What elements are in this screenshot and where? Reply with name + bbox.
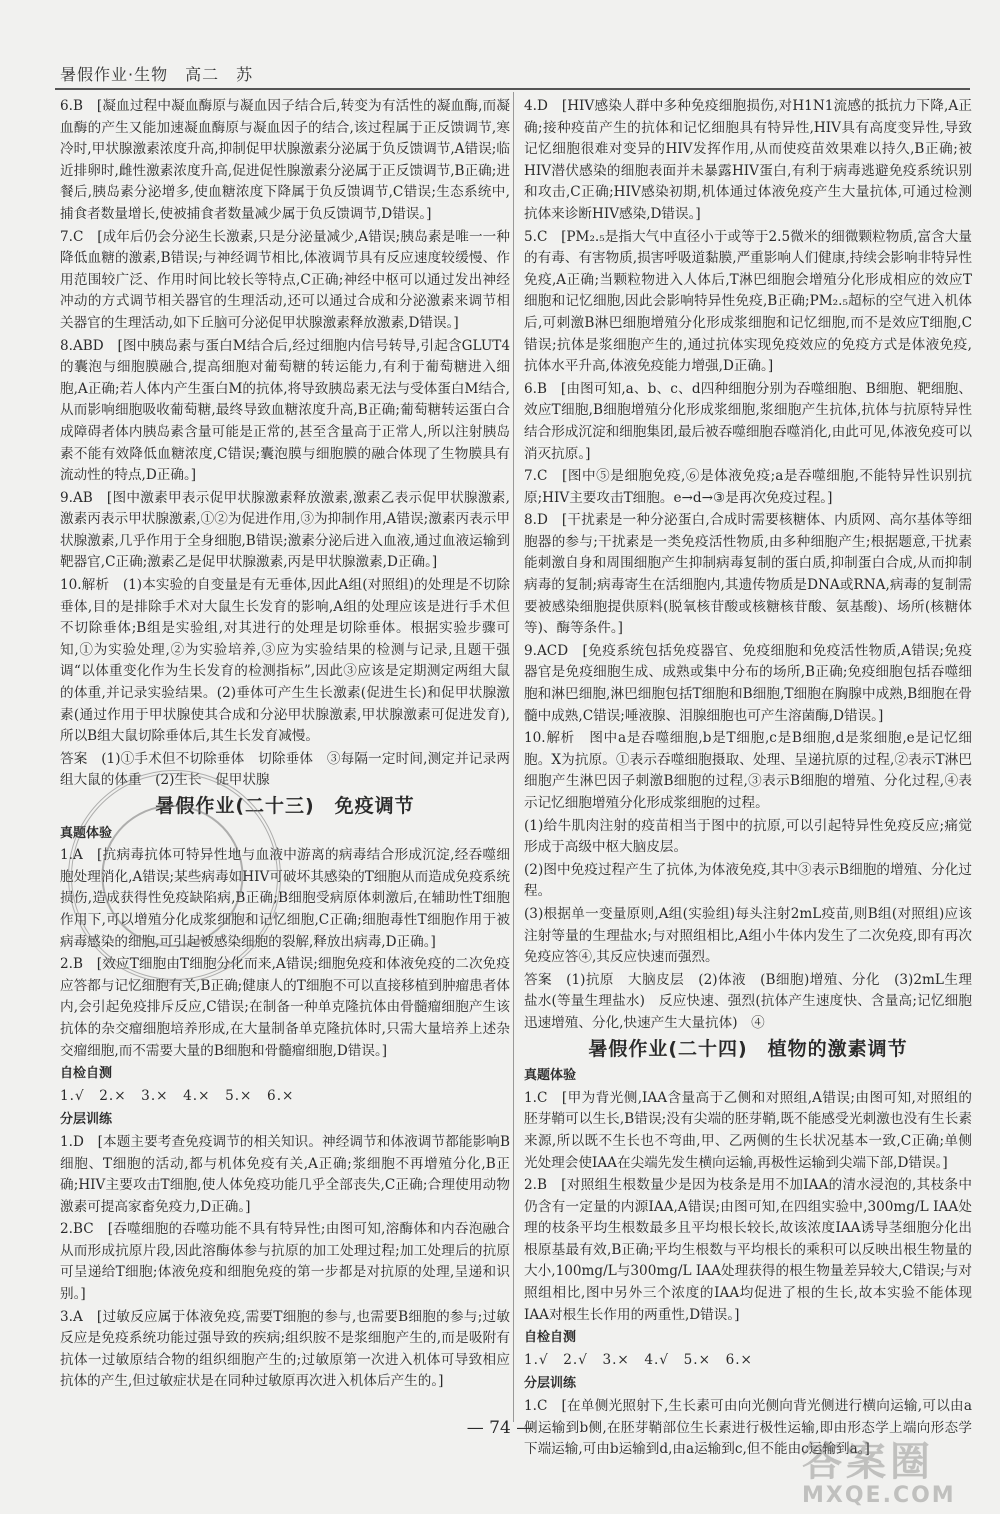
watermark-main-text: 答案圈 — [802, 1439, 934, 1485]
answer-item: 9.ACD [免疫系统包括免疫器官、免疫细胞和免疫活性物质,A错误;免疫器官是免疫细胞生成、成熟或集中分布的场所,B正确;免疫细胞包括吞噬细胞和淋巴细胞,淋巴细胞包括T细胞和B细胞,T细胞在胸腺中成熟,B细胞在骨髓中成熟,C错误;唾液腺、泪腺细胞也可产生溶菌酶,D错误。] — [524, 642, 972, 724]
watermark-sub-text: MXQE.COM — [802, 1483, 956, 1508]
watermark-logo — [802, 1430, 972, 1508]
answer-item: 6.B [凝血过程中凝血酶原与凝血因子结合后,转变为有活性的凝血酶,而凝血酶的产生又能加速凝血酶原与凝血因子的结合,该过程属于正反馈调节,寒冷时,甲状腺激素浓度升高,抑制促甲状腺激素分泌属于负反馈调节,A错误;临近排卵时,雌性激素浓度升高,促进促性腺激素分泌属于正反馈调节,B正确;进餐后,胰岛素分泌增多,使血糖浓度下降属于负反馈调节,C错误;生态系统中,捕食者数量增长,使被捕食者数量减少属于负反馈调节,D错误。] — [60, 98, 510, 222]
column-divider — [513, 92, 514, 1422]
answer-item: 1.A [抗病毒抗体可特异性地与血液中游离的病毒结合形成沉淀,经吞噬细胞处理消化,A错误;某些病毒如HIV可破坏其感染的T细胞从而造成免疫系统损伤,造成获得性免疫缺陷病,B正确;B细胞受病原体刺激后,在辅助性T细胞作用下,可以增殖分化成浆细胞和记忆细胞,C正确;细胞毒性T细胞作用于被病毒感染的细胞,可引起被感染细胞的裂解,释放出病毒,D正确。] — [60, 847, 510, 950]
answer-summary: 答案 (1)①手术但不切除垂体 切除垂体 ③每隔一定时间,测定并记录两组大鼠的体重 (2)生长 促甲状腺 — [60, 750, 510, 789]
answer-item: 2.BC [吞噬细胞的吞噬功能不具有特异性;由图可知,溶酶体和内吞泡融合从而形成抗原片段,因此溶酶体参与抗原的加工处理过程;加工处理后的抗原可呈递给T细胞;体液免疫和细胞免疫的第一步都是对抗原的处理,呈递和识别。] — [60, 1221, 510, 1303]
subhead-self-test: 自检自测 — [60, 1066, 113, 1082]
subhead-layer-training: 分层训练 — [60, 1112, 113, 1128]
answer-item: (1)给牛肌肉注射的疫苗相当于图中的抗原,可以引起特异性免疫反应;痛觉形成于高级中枢大脑皮层。 — [524, 817, 972, 856]
answer-item: 1.D [本题主要考查免疫调节的相关知识。神经调节和体液调节都能影响B细胞、T细胞的活动,都与机体免疫有关,A正确;浆细胞不再增殖分化,B正确;HIV主要攻击T细胞,使人体免疫功能几乎全部丧失,C正确;合理使用动物激素可提高家畜免疫力,D正确。] — [60, 1133, 510, 1215]
answer-item: 10.解析 (1)本实验的自变量是有无垂体,因此A组(对照组)的处理是不切除垂体,目的是排除手术对大鼠生长发育的影响,A组的处理应该是进行手术但不切除垂体;B组是实验组,对其进行的处理是切除垂体。根据实验步骤可知,①为实验处理,②为实验培养,③应为实验结果的检测与记录,且题干强调“以体重变化作为生长发育的检测指标”,因此③应该是定期测定两组大鼠的体重,并记录实验结果。(2)垂体可产生生长激素(促进生长)和促甲状腺激素(通过作用于甲状腺使其合成和分泌甲状腺激素,甲状腺激素可促进发育),所以B组大鼠切除垂体后,其生长发育减慢。 — [60, 577, 510, 745]
stamp-inner-ring — [76, 780, 268, 972]
subhead-real-exam: 真题体验 — [524, 1068, 577, 1084]
running-header: 暑假作业·生物 高二 苏 — [60, 65, 254, 84]
answer-item: 10.解析 图中a是吞噬细胞,b是T细胞,c是B细胞,d是浆细胞,e是记忆细胞。X为抗原。①表示吞噬细胞摄取、处理、呈递抗原的过程,②表示T淋巴细胞产生淋巴因子刺激B细胞的过程,③表示B细胞的增殖、分化过程,④表示记忆细胞增殖分化形成浆细胞的过程。 — [524, 730, 972, 811]
answer-item: 2.B [对照组生根数量少是因为枝条是用不加IAA的清水浸泡的,其枝条中仍含有一定量的内源IAA,A错误;由图可知,在四组实验中,300mg/L IAA处理的枝条平均生根数最多且平均根长较长,故该浓度IAA诱导茎细胞分化出根原基最有效,B正确;平均生根数与平均根长的乘积可以反映出根生物量的大小,100mg/L与300mg/L IAA处理获得的根生物量差异较大,C错误;与对照组相比,图中另外三个浓度的IAA均促进了根的生长,故本实验不能体现IAA对根生长作用的两重性,D错误。] — [524, 1177, 972, 1323]
answer-item: 5.C [PM₂.₅是指大气中直径小于或等于2.5微米的细微颗粒物质,富含大量的有毒、有害物质,损害呼吸道黏膜,严重影响人们健康,持续会影响非特异性免疫,A正确;当颗粒物进入人体后,T淋巴细胞会增殖分化形成相应的效应T细胞和记忆细胞,因此会影响特异性免疫,B正确;PM₂.₅超标的空气进入机体后,可刺激B淋巴细胞增殖分化形成浆细胞和记忆细胞,而不是效应T细胞,C错误;抗体是浆细胞产生的,通过抗体实现免疫效应的免疫方式是体液免疫,抗体水平升高,体液免疫能力增强,D正确。] — [524, 228, 972, 375]
answer-item: 7.C [图中⑤是细胞免疫,⑥是体液免疫;a是吞噬细胞,不能特异性识别抗原;HIV主要攻击T细胞。e→d→③是再次免疫过程。] — [524, 468, 972, 506]
answer-item: 8.D [干扰素是一种分泌蛋白,合成时需要核糖体、内质网、高尔基体等细胞器的参与;干扰素是一类免疫活性物质,由多种细胞产生;根据题意,干扰素能刺激自身和周围细胞产生抑制病毒复制的蛋白质,抑制蛋白合成,从而抑制病毒的复制;病毒寄生在活细胞内,其遗传物质是DNA或RNA,病毒的复制需要被感染细胞提供原料(脱氧核苷酸或核糖核苷酸、氨基酸)、场所(核糖体等)、酶等条件。] — [524, 512, 972, 637]
answer-item: 1.C [甲为背光侧,IAA含量高于乙侧和对照组,A错误;由图可知,对照组的胚芽鞘可以生长,B错误;没有尖端的胚芽鞘,既不能感受光刺激也没有生长素来源,所以既不生长也不弯曲,甲、乙两侧的生长状况基本一致,C正确;单侧光处理会使IAA在尖端先发生横向运输,再极性运输到尖端下部,D错误。] — [524, 1089, 972, 1171]
answer-item: 3.A [过敏反应属于体液免疫,需要T细胞的参与,也需要B细胞的参与;过敏反应是免疫系统功能过强导致的疾病;组织胺不是浆细胞产生的,而是吸附有抗体一过敏原结合物的组织细胞产生的;过敏原第一次进入机体可导致相应抗体的产生,但过敏症状是在同种过敏原再次进入机体后产生的。] — [60, 1308, 510, 1390]
self-test-answers: 1.√ 2.√ 3.× 4.√ 5.× 6.× — [524, 1351, 753, 1368]
answer-item: 9.AB [图中激素甲表示促甲状腺激素释放激素,激素乙表示促甲状腺激素,激素丙表示甲状腺激素,①②为促进作用,③为抑制作用,A错误;激素丙表示甲状腺激素,几乎作用于全身细胞,B错误;激素分泌后进入血液,通过血液运输到靶器官,C正确;激素乙是促甲状腺激素,丙是甲状腺激素,D正确。] — [60, 489, 510, 571]
answer-item: 4.D [HIV感染人群中多种免疫细胞损伤,对H1N1流感的抵抗力下降,A正确;接种疫苗产生的抗体和记忆细胞具有特异性,HIV具有高度变异性,导致记忆细胞很难对变异的HIV发挥作用,从而使疫苗效果难以持久,B正确;被HIV潜伏感染的细胞表面并未暴露HIV蛋白,有利于病毒逃避免疫系统识别和攻击,C正确;HIV感染初期,机体通过体液免疫产生大量抗体,可通过检测抗体来诊断HIV感染,D错误。] — [524, 98, 972, 222]
page-number: — 74 — — [466, 1418, 534, 1438]
answer-summary: 答案 (1)抗原 大脑皮层 (2)体液 (B细胞)增殖、分化 (3)2mL生理盐水(等量生理盐水) 反应快速、强烈(抗体产生速度快、含量高;记忆细胞迅速增殖、分化,快速产生大量抗体) ④ — [524, 971, 972, 1031]
answer-item: 7.C [成年后仍会分泌生长激素,只是分泌量减少,A错误;胰岛素是唯一一种降低血糖的激素,B错误;与神经调节相比,体液调节具有反应速度较缓慢、作用范围较广泛、作用时间比较长等特点,C正确;神经中枢可以通过发出神经冲动的方式调节相关器官的生理活动,还可以通过合成和分泌激素来调节相关器官的生理活动,如下丘脑可分泌促甲状腺激素释放激素,D错误。] — [60, 228, 510, 331]
answer-item: 6.B [由图可知,a、b、c、d四种细胞分别为吞噬细胞、B细胞、靶细胞、效应T细胞,B细胞增殖分化形成浆细胞,浆细胞产生抗体,抗体与抗原特异性结合形成沉淀和细胞集团,最后被吞噬细胞吞噬消化,由此可见,体液免疫可以消灭抗原。] — [524, 380, 972, 462]
section-title: 暑假作业(二十四) 植物的激素调节 — [588, 1037, 908, 1060]
subhead-layer-training: 分层训练 — [524, 1376, 577, 1392]
answer-item: (2)图中免疫过程产生了抗体,为体液免疫,其中③表示B细胞的增殖、分化过程。 — [524, 861, 972, 900]
right-column — [524, 96, 972, 1462]
left-column — [60, 96, 510, 1394]
answer-item: (3)根据单一变量原则,A组(实验组)每头注射2mL疫苗,则B组(对照组)应该注射等量的生理盐水;与对照组相比,A组小牛体内发生了二次免疫,即有再次免疫应答④,其反应快速而强烈。 — [524, 905, 972, 966]
answer-item: 1.C [在单侧光照射下,生长素可由向光侧向背光侧进行横向运输,可以由a侧运输到b侧,在胚芽鞘部位生长素进行极性运输,即由形态学上端向形态学下端运输,可由b运输到d,由a运输到c,但不能由c运输到a。] — [524, 1398, 972, 1458]
header-rule — [55, 88, 970, 90]
subhead-self-test: 自检自测 — [524, 1330, 577, 1346]
answer-item: 2.B [效应T细胞由T细胞分化而来,A错误;细胞免疫和体液免疫的二次免疫应答都与记忆细胞有关,B正确;健康人的T细胞不可以直接移植到肿瘤患者体内,会引起免疫排斥反应,C错误;在制备一种单克隆抗体由骨髓瘤细胞产生该抗体的杂交瘤细胞培养形成,在大量制备单克隆抗体时,只需大量培养上述杂交瘤细胞,而不需要大量的B细胞和骨髓瘤细胞,D错误。] — [60, 956, 510, 1059]
subhead-real-exam: 真题体验 — [60, 825, 113, 841]
self-test-answers: 1.√ 2.× 3.× 4.× 5.× 6.× — [60, 1087, 295, 1104]
section-title: 暑假作业(二十三) 免疫调节 — [155, 795, 415, 817]
answer-item: 8.ABD [图中胰岛素与蛋白M结合后,经过细胞内信号转导,引起含GLUT4的囊泡与细胞膜融合,提高细胞对葡萄糖的转运能力,有利于葡萄糖进入细胞,A正确;若人体内产生蛋白M的抗体,将导致胰岛素无法与受体蛋白M结合,从而影响细胞吸收葡萄糖,最终导致血糖浓度升高,B正确;葡萄糖转运蛋白合成障碍者体内胰岛素含量可能是正常的,甚至含量高于正常人,所以注射胰岛素不能有效降低血糖浓度,C错误;囊泡膜与细胞膜的融合体现了生物膜具有流动性的特点,D正确。] — [60, 337, 510, 484]
